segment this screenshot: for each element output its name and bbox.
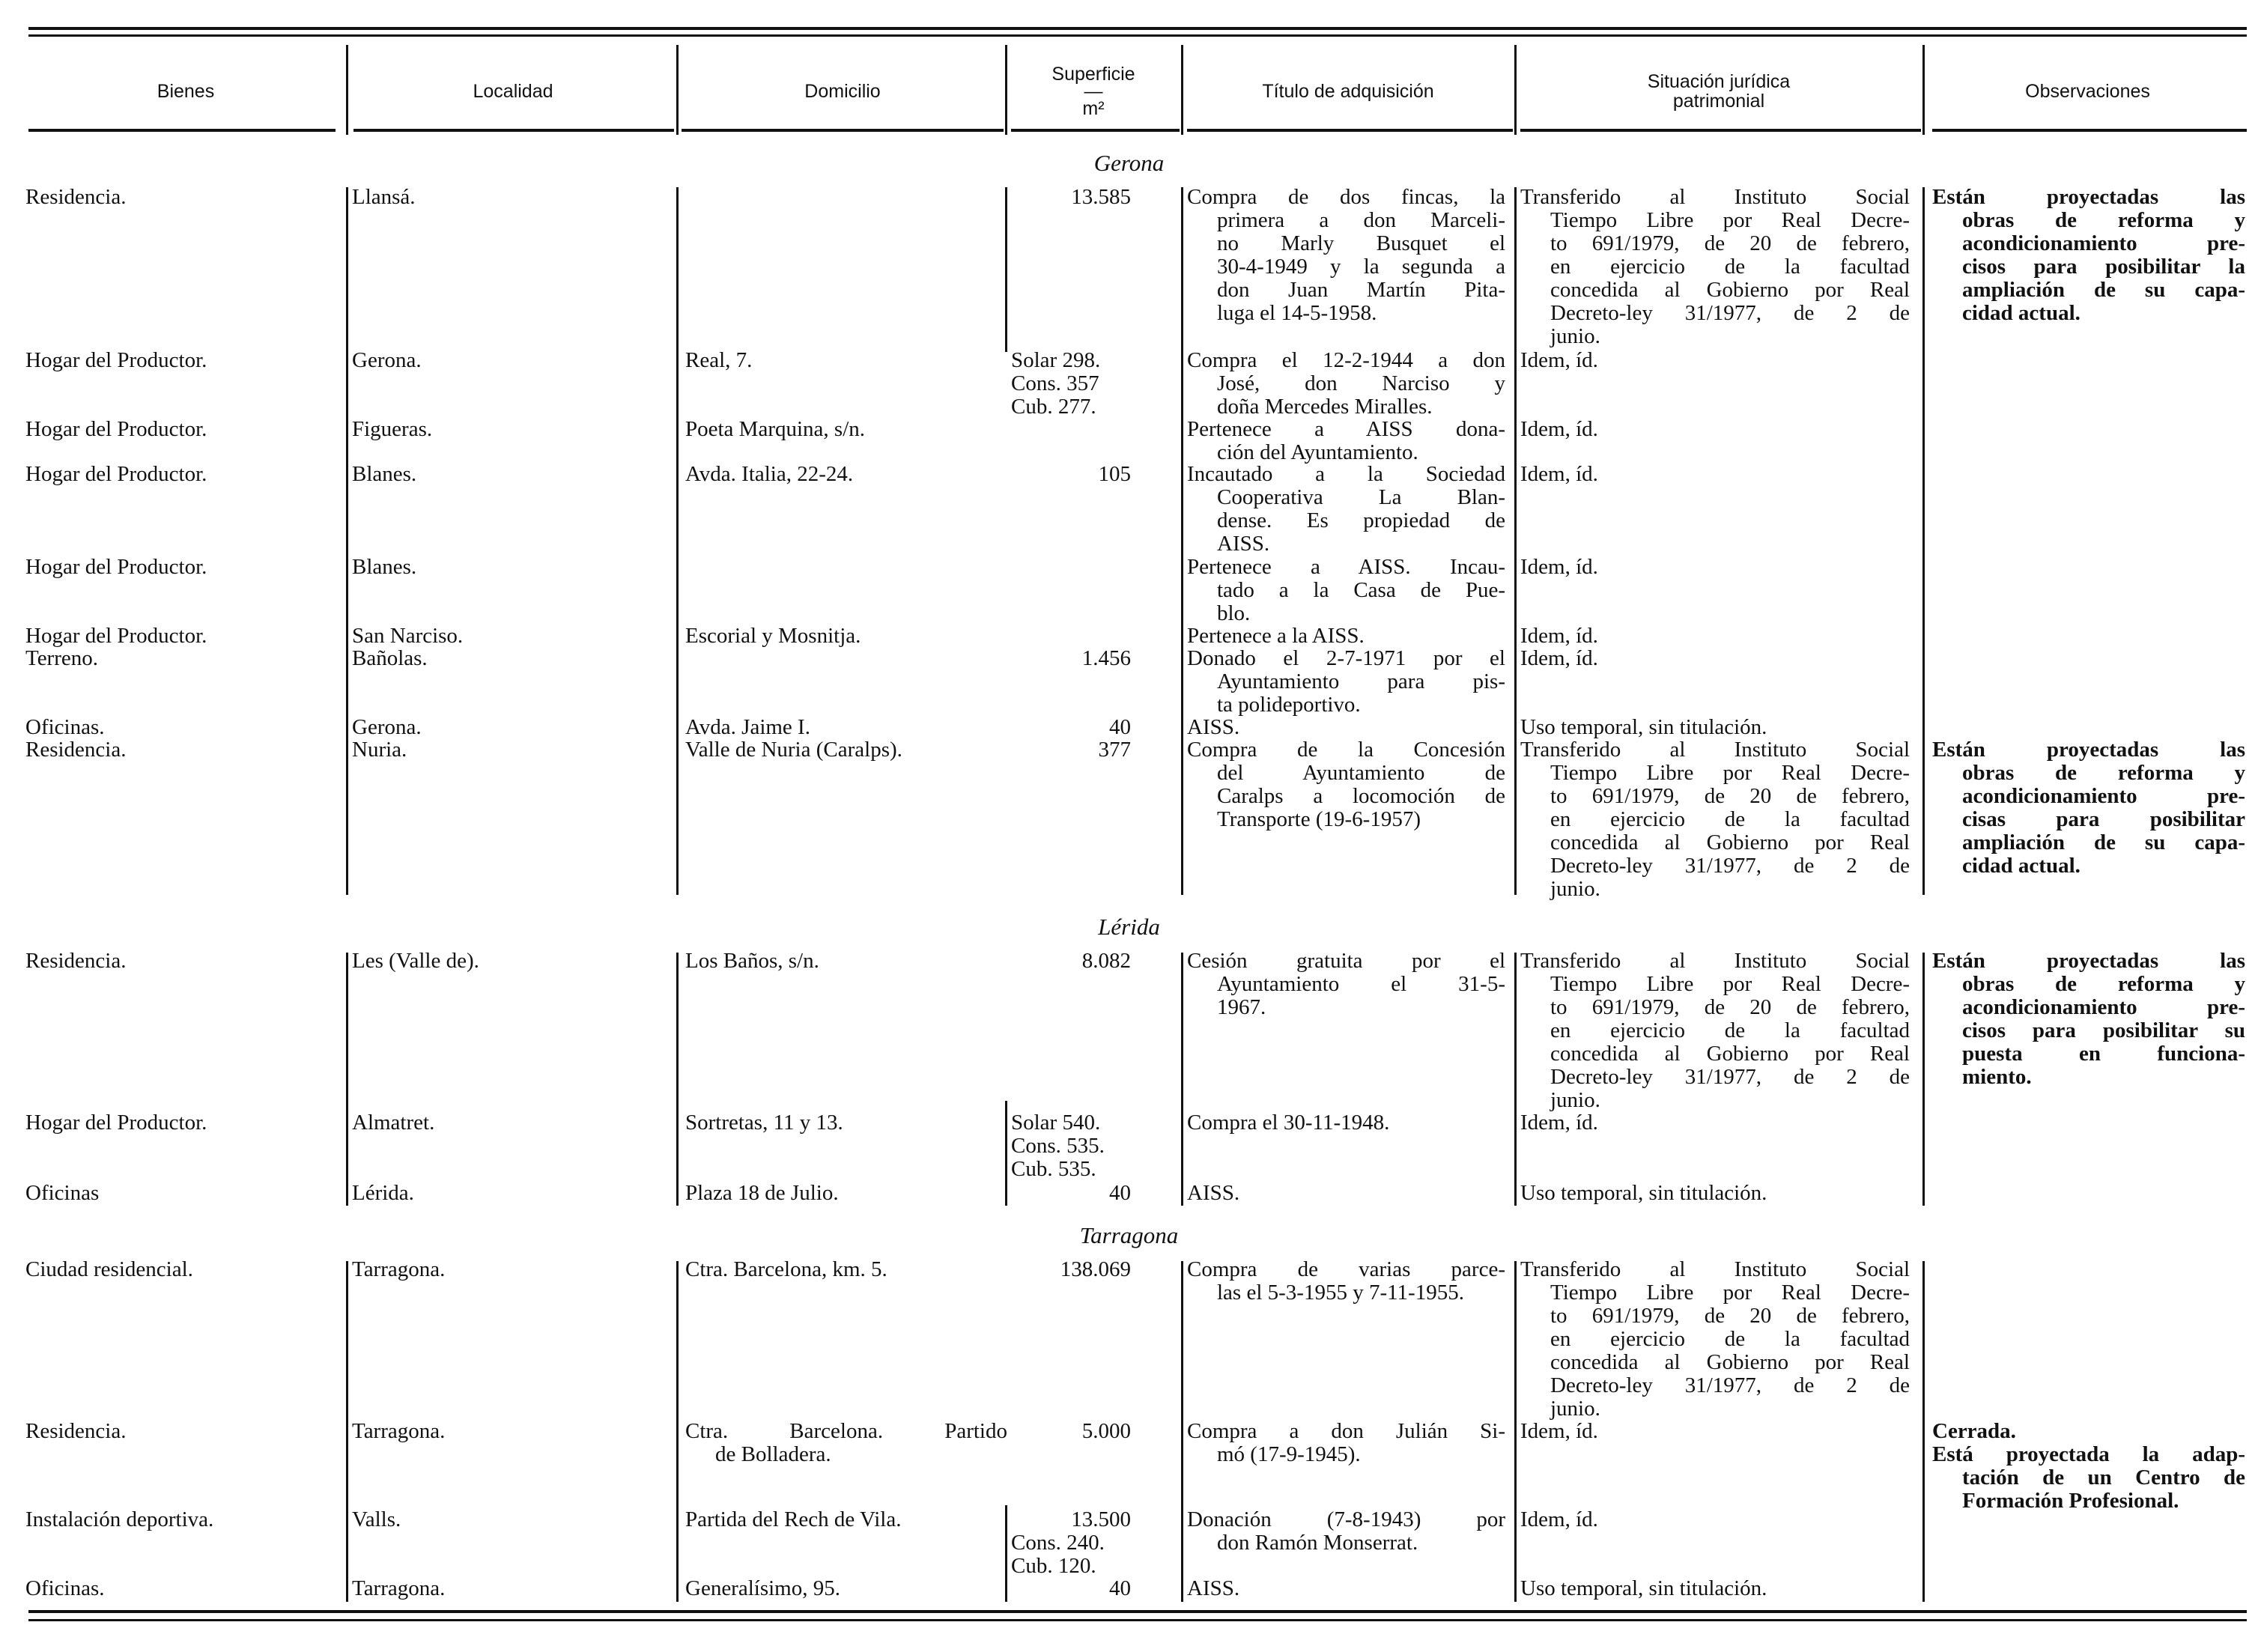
cell-domicilio: Generalísimo, 95. (685, 1576, 840, 1600)
cell-domicilio: Sortretas, 11 y 13. (685, 1111, 843, 1135)
titulo-line: doña Mercedes Miralles. (1217, 395, 1433, 419)
observaciones-line: obras de reforma y (1962, 208, 2245, 232)
header-col-rule-3 (1005, 45, 1007, 135)
header-col-rule-4 (1181, 45, 1183, 135)
cell-localidad: Bañolas. (352, 646, 428, 670)
cell-bienes: Hogar del Productor. (25, 348, 207, 372)
bottom-rule-1 (28, 1610, 2247, 1613)
cell-situacion: Idem, íd. (1520, 1507, 1598, 1531)
cell-localidad: Tarragona. (352, 1576, 446, 1600)
superficie-line: Solar 540. (1011, 1111, 1101, 1135)
header-col-rule-5 (1514, 45, 1517, 135)
cell-localidad: Tarragona. (352, 1257, 446, 1281)
situacion-line: Transferido al Instituto Social (1520, 738, 1910, 762)
cell-domicilio: Avda. Italia, 22-24. (685, 462, 854, 486)
cell-domicilio: Real, 7. (685, 348, 753, 372)
cell-superficie: 377 (1098, 738, 1131, 762)
situacion-line: Tiempo Libre por Real Decre- (1550, 208, 1910, 232)
titulo-line: ción del Ayuntamiento. (1217, 440, 1418, 464)
situacion-line: Decreto-ley 31/1977, de 2 de (1550, 1373, 1910, 1397)
cell-localidad: Gerona. (352, 715, 422, 739)
observaciones-line: acondicionamiento pre- (1962, 995, 2245, 1019)
cell-bienes: Residencia. (25, 185, 127, 209)
cell-titulo: AISS. (1187, 715, 1240, 739)
col-rule-lerida-5 (1514, 953, 1517, 1206)
observaciones-line: obras de reforma y (1962, 761, 2245, 785)
situacion-line: Transferido al Instituto Social (1520, 185, 1910, 209)
cell-domicilio: Ctra. Barcelona, km. 5. (685, 1257, 887, 1281)
header-underline-bienes (28, 129, 336, 132)
header-col-rule-1 (346, 45, 348, 135)
col-rule-gerona-5 (1514, 187, 1517, 895)
observaciones-line: Formación Profesional. (1962, 1489, 2179, 1513)
cell-localidad: Figueras. (352, 417, 433, 441)
titulo-line: mó (17-9-1945). (1217, 1442, 1361, 1466)
observaciones-line: ampliación de su capa- (1962, 830, 2245, 854)
titulo-line: Compra el 12-2-1944 a don (1187, 348, 1505, 372)
cell-superficie: 40 (1109, 715, 1131, 739)
titulo-line: don Ramón Monserrat. (1217, 1531, 1418, 1555)
cell-localidad: Almatret. (352, 1111, 435, 1135)
situacion-line: en ejercicio de la facultad (1550, 807, 1910, 831)
header-underline-superficie (1011, 129, 1180, 132)
superficie-line: Cub. 277. (1011, 395, 1096, 419)
titulo-line: Compra de varias parce- (1187, 1257, 1505, 1281)
titulo-line: Compra a don Julián Si- (1187, 1419, 1505, 1443)
cell-superficie: 40 (1109, 1576, 1131, 1600)
cell-superficie: 8.082 (1081, 949, 1131, 973)
situacion-line: concedida al Gobierno por Real (1550, 1350, 1910, 1374)
col-rule-tarragona-1 (346, 1261, 348, 1602)
cell-localidad: Valls. (352, 1507, 401, 1531)
cell-situacion: Idem, íd. (1520, 555, 1598, 579)
titulo-line: Cesión gratuita por el (1187, 949, 1505, 973)
titulo-line: 1967. (1217, 995, 1266, 1019)
cell-localidad: San Narciso. (352, 624, 464, 648)
titulo-line: José, don Narciso y (1217, 371, 1505, 395)
cell-titulo: AISS. (1187, 1576, 1240, 1600)
observaciones-line: cidad actual. (1962, 854, 2081, 878)
situacion-line: to 691/1979, de 20 de febrero, (1550, 995, 1910, 1019)
domicilio-line: Ctra. Barcelona. Partido (685, 1419, 1007, 1443)
cell-superficie (1011, 1111, 1131, 1181)
cell-titulo (1187, 463, 1505, 556)
situacion-line: Tiempo Libre por Real Decre- (1550, 761, 1910, 785)
cell-superficie (1011, 349, 1131, 419)
cell-titulo (1187, 556, 1505, 625)
cell-bienes: Hogar del Productor. (25, 624, 207, 648)
cell-bienes: Hogar del Productor. (25, 555, 207, 579)
cell-domicilio (685, 1420, 1007, 1466)
cell-situacion (1520, 1258, 1910, 1421)
cell-bienes: Oficinas (25, 1181, 100, 1205)
titulo-line: Ayuntamiento el 31-5- (1217, 972, 1505, 996)
cell-superficie (1011, 1508, 1131, 1578)
cell-titulo (1187, 186, 1505, 325)
cell-bienes: Oficinas. (25, 715, 105, 739)
observaciones-line: cisas para posibilitar (1962, 807, 2245, 831)
cell-titulo (1187, 418, 1505, 464)
titulo-line: Pertenece a AISS. Incau- (1187, 555, 1505, 579)
header-underline-observaciones (1932, 129, 2247, 132)
observaciones-line: puesta en funciona- (1962, 1042, 2245, 1066)
titulo-line: del Ayuntamiento de (1217, 761, 1505, 785)
cell-situacion: Uso temporal, sin titulación. (1520, 1576, 1767, 1600)
col-rule-gerona-2 (676, 187, 679, 895)
cell-bienes: Residencia. (25, 738, 127, 762)
header-col-rule-2 (676, 45, 679, 135)
situacion-line: to 691/1979, de 20 de febrero, (1550, 1304, 1910, 1328)
observaciones-line: miento. (1962, 1065, 2032, 1089)
cell-situacion (1520, 186, 1910, 348)
titulo-line: blo. (1217, 601, 1251, 625)
cell-superficie: 1.456 (1081, 646, 1131, 670)
cell-bienes: Terreno. (25, 646, 98, 670)
titulo-line: ta polideportivo. (1217, 693, 1361, 717)
observaciones-line: cisos para posibilitar su (1962, 1018, 2245, 1042)
titulo-line: Pertenece a AISS dona- (1187, 417, 1505, 441)
superficie-line: 13.500 (1071, 1507, 1131, 1531)
section-title-gerona: Gerona (1093, 150, 1165, 176)
titulo-line: las el 5-3-1955 y 7-11-1955. (1217, 1281, 1464, 1305)
titulo-line: AISS. (1217, 532, 1270, 556)
cell-observaciones (1932, 1420, 2245, 1513)
superficie-line: Cons. 357 (1011, 371, 1099, 395)
cell-situacion: Uso temporal, sin titulación. (1520, 1181, 1767, 1205)
cell-titulo (1187, 950, 1505, 1019)
titulo-line: primera a don Marceli- (1217, 208, 1505, 232)
observaciones-line: obras de reforma y (1962, 972, 2245, 996)
cell-localidad: Llansá. (352, 185, 416, 209)
situacion-line: Decreto-ley 31/1977, de 2 de (1550, 854, 1910, 878)
header-situacion: Situación jurídica patrimonial (1647, 71, 1791, 112)
situacion-line: junio. (1550, 1088, 1600, 1112)
header-titulo: Título de adquisición (1262, 81, 1434, 102)
situacion-line: concedida al Gobierno por Real (1550, 1042, 1910, 1066)
top-rule-1 (28, 27, 2247, 30)
cell-domicilio: Partida del Rech de Vila. (685, 1507, 902, 1531)
header-superficie: Superficie — m² (1051, 64, 1135, 119)
observaciones-line: acondicionamiento pre- (1962, 784, 2245, 808)
cell-observaciones (1932, 738, 2245, 878)
col-rule-lerida-4 (1181, 953, 1183, 1206)
cell-localidad: Nuria. (352, 738, 407, 762)
observaciones-line: cisos para posibilitar la (1962, 255, 2245, 279)
observaciones-line: Están proyectadas las (1932, 738, 2245, 762)
titulo-line: Donado el 2-7-1971 por el (1187, 646, 1505, 670)
cell-titulo (1187, 738, 1505, 831)
situacion-line: concedida al Gobierno por Real (1550, 278, 1910, 302)
header-underline-domicilio (682, 129, 1004, 132)
observaciones-line: tación de un Centro de (1962, 1466, 2245, 1489)
header-underline-titulo (1187, 129, 1513, 132)
top-rule-2 (28, 34, 2247, 37)
cell-situacion: Idem, íd. (1520, 348, 1598, 372)
cell-domicilio: Poeta Marquina, s/n. (685, 417, 866, 441)
cell-superficie: 13.585 (1071, 185, 1131, 209)
situacion-line: Tiempo Libre por Real Decre- (1550, 972, 1910, 996)
cell-titulo: Pertenece a la AISS. (1187, 624, 1365, 648)
cell-bienes: Hogar del Productor. (25, 417, 207, 441)
cell-localidad: Les (Valle de). (352, 949, 479, 973)
cell-titulo: Compra el 30-11-1948. (1187, 1111, 1390, 1135)
situacion-line: junio. (1550, 324, 1600, 348)
header-localidad: Localidad (473, 81, 553, 102)
situacion-line: Decreto-ley 31/1977, de 2 de (1550, 1065, 1910, 1089)
cell-titulo (1187, 1420, 1505, 1466)
titulo-line: Donación (7-8-1943) por (1187, 1507, 1505, 1531)
cell-domicilio: Plaza 18 de Julio. (685, 1181, 839, 1205)
col-rule-lerida-2 (676, 953, 679, 1206)
cell-bienes: Instalación deportiva. (25, 1507, 214, 1531)
situacion-line: junio. (1550, 877, 1600, 901)
cell-titulo (1187, 1508, 1505, 1555)
cell-superficie: 138.069 (1060, 1257, 1131, 1281)
col-rule-lerida-6 (1922, 953, 1925, 1206)
col-rule-tarragona-5 (1514, 1261, 1517, 1602)
cell-situacion (1520, 950, 1910, 1112)
cell-titulo (1187, 647, 1505, 717)
cell-bienes: Hogar del Productor. (25, 462, 207, 486)
cell-domicilio: Valle de Nuria (Caralps). (685, 738, 902, 762)
observaciones-line: cidad actual. (1962, 301, 2081, 325)
cell-localidad: Tarragona. (352, 1419, 446, 1443)
col-rule-gerona-3 (1005, 187, 1007, 352)
cell-situacion: Idem, íd. (1520, 646, 1598, 670)
cell-bienes: Hogar del Productor. (25, 1111, 207, 1135)
observaciones-line: Están proyectadas las (1932, 949, 2245, 973)
cell-situacion: Idem, íd. (1520, 462, 1598, 486)
observaciones-line: ampliación de su capa- (1962, 278, 2245, 302)
col-rule-lerida-1 (346, 953, 348, 1206)
cell-bienes: Oficinas. (25, 1576, 105, 1600)
cell-titulo: AISS. (1187, 1181, 1240, 1205)
cell-superficie: 5.000 (1081, 1419, 1131, 1443)
titulo-line: Incautado a la Sociedad (1187, 462, 1505, 486)
col-rule-gerona-1 (346, 187, 348, 895)
situacion-line: junio. (1550, 1397, 1600, 1421)
situacion-line: Tiempo Libre por Real Decre- (1550, 1281, 1910, 1305)
domicilio-line: de Bolladera. (715, 1442, 831, 1466)
titulo-line: luga el 14-5-1958. (1217, 301, 1377, 325)
header-underline-situacion (1520, 129, 1921, 132)
situacion-line: en ejercicio de la facultad (1550, 1018, 1910, 1042)
cell-localidad: Lérida. (352, 1181, 414, 1205)
titulo-line: Caralps a locomoción de (1217, 784, 1505, 808)
titulo-line: Cooperativa La Blan- (1217, 485, 1505, 509)
col-rule-tarragona-6 (1922, 1261, 1925, 1602)
situacion-line: to 691/1979, de 20 de febrero, (1550, 784, 1910, 808)
cell-observaciones (1932, 186, 2245, 325)
situacion-line: concedida al Gobierno por Real (1550, 830, 1910, 854)
header-col-rule-6 (1922, 45, 1925, 135)
cell-titulo (1187, 1258, 1505, 1305)
observaciones-line: Cerrada. (1932, 1419, 2016, 1443)
cell-domicilio: Los Baños, s/n. (685, 949, 819, 973)
section-title-tarragona: Tarragona (1079, 1222, 1179, 1248)
cell-bienes: Ciudad residencial. (25, 1257, 193, 1281)
cell-domicilio: Escorial y Mosnitja. (685, 624, 861, 648)
superficie-line: Cons. 240. (1011, 1531, 1105, 1555)
cell-situacion: Idem, íd. (1520, 1419, 1598, 1443)
cell-observaciones (1932, 950, 2245, 1089)
situacion-line: Transferido al Instituto Social (1520, 949, 1910, 973)
cell-situacion: Uso temporal, sin titulación. (1520, 715, 1767, 739)
observaciones-line: Están proyectadas las (1932, 185, 2245, 209)
titulo-line: dense. Es propiedad de (1217, 508, 1505, 532)
cell-bienes: Residencia. (25, 949, 127, 973)
col-rule-tarragona-2 (676, 1261, 679, 1602)
superficie-line: Cub. 535. (1011, 1157, 1096, 1181)
cell-situacion: Idem, íd. (1520, 624, 1598, 648)
cell-superficie: 105 (1098, 462, 1131, 486)
bottom-rule-2 (28, 1619, 2247, 1621)
cell-bienes: Residencia. (25, 1419, 127, 1443)
cell-domicilio: Avda. Jaime I. (685, 715, 810, 739)
situacion-line: en ejercicio de la facultad (1550, 255, 1910, 279)
titulo-line: Transporte (19-6-1957) (1217, 807, 1421, 831)
header-domicilio: Domicilio (804, 81, 881, 102)
titulo-line: tado a la Casa de Pue- (1217, 578, 1505, 602)
cell-situacion: Idem, íd. (1520, 417, 1598, 441)
header-observaciones: Observaciones (2025, 81, 2150, 102)
cell-situacion: Idem, íd. (1520, 1111, 1598, 1135)
observaciones-line: acondicionamiento pre- (1962, 231, 2245, 255)
col-rule-gerona-6 (1922, 187, 1925, 895)
superficie-line: Cons. 535. (1011, 1134, 1105, 1158)
titulo-line: don Juan Martín Pita- (1217, 278, 1505, 302)
situacion-line: Transferido al Instituto Social (1520, 1257, 1910, 1281)
cell-localidad: Gerona. (352, 348, 422, 372)
titulo-line: Compra de la Concesión (1187, 738, 1505, 762)
situacion-line: to 691/1979, de 20 de febrero, (1550, 231, 1910, 255)
superficie-line: Cub. 120. (1011, 1554, 1096, 1578)
cell-localidad: Blanes. (352, 555, 417, 579)
cell-localidad: Blanes. (352, 462, 417, 486)
situacion-line: Decreto-ley 31/1977, de 2 de (1550, 301, 1910, 325)
cell-superficie: 40 (1109, 1181, 1131, 1205)
situacion-line: en ejercicio de la facultad (1550, 1327, 1910, 1351)
cell-titulo (1187, 349, 1505, 419)
titulo-line: Ayuntamiento para pis- (1217, 669, 1505, 693)
cell-situacion (1520, 738, 1910, 901)
header-bienes: Bienes (157, 81, 215, 102)
col-rule-tarragona-4 (1181, 1261, 1183, 1602)
header-underline-localidad (353, 129, 674, 132)
titulo-line: Compra de dos fincas, la (1187, 185, 1505, 209)
observaciones-line: Está proyectada la adap- (1932, 1442, 2245, 1466)
titulo-line: 30-4-1949 y la segunda a (1217, 255, 1505, 279)
titulo-line: no Marly Busquet el (1217, 231, 1505, 255)
superficie-line: Solar 298. (1011, 348, 1101, 372)
col-rule-gerona-4 (1181, 187, 1183, 895)
section-title-lerida: Lérida (1098, 914, 1160, 940)
